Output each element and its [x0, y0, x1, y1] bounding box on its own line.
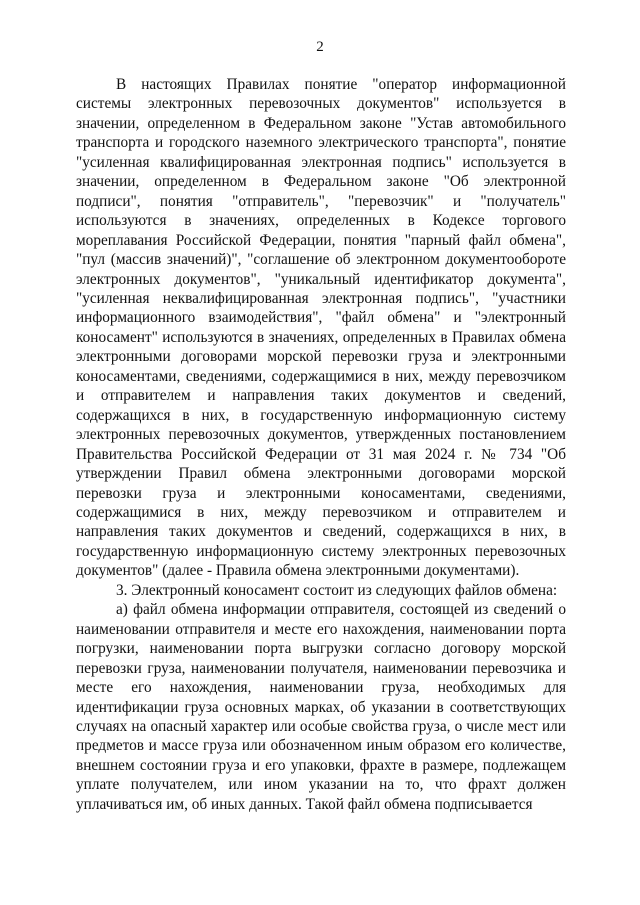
page-number: 2 — [316, 39, 324, 55]
paragraph-definitions: В настоящих Правилах понятие "оператор информационной системы электронных перевозочных документов" используется в значении, определенном в Федеральном законе "Устав автомобильного транспорта и городского наземного электрического транспорта", понятие "усиленная квалифицированная электронная подпись" используется в значении, определенном в Федеральном законе "Об электронной подписи", понятия "отправитель", "перевозчик" и "получатель" используются в значениях, определенных в Кодексе торгового мореплавания Российской Федерации, понятия "парный файл обмена", "пул (массив значений)", "соглашение об электронном документообороте электронных документов", "уникальный идентификатор документа", "усиленная неквалифицированная электронная подпись", "участники информационного взаимодействия", "файл обмена" и "электронный коносамент" используются в значениях, определенных в Правилах обмена электронными договорами морской перевозки груза и электронными коносаментами, сведениями, содержащимися в них, между перевозчиком и отправителем и направления таких документов и сведений, содержащихся в них, в государственную информационную систему электронных перевозочных документов, утвержденных постановлением Правительства Российской Федерации от 31 мая 2024 г. № 734 "Об утверждении Правил обмена электронными договорами морской перевозки груза и электронными коносаментами, сведениями, содержащимися в них, между перевозчиком и отправителем и направления таких документов и сведений, содержащихся в них, в государственную информационную систему электронных перевозочных документов" (далее - Правила обмена электронными документами). — [76, 76, 566, 580]
paragraph-item-3: 3. Электронный коносамент состоит из следующих файлов обмена: — [116, 581, 558, 599]
paragraph-subitem-a: а) файл обмена информации отправителя, состоящей из сведений о наименовании отправителя и месте его нахождения, наименовании порта погрузки, наименовании порта выгрузки согласно договору морской перевозки груза, наименовании получателя, наименовании перевозчика и месте его нахождения, наименовании груза, необходимых для идентификации груза основных марках, об указании в соответствующих случаях на опасный характер или особые свойства груза, о числе мест или предметов и массе груза или обозначенном иным образом его количестве, внешнем состоянии груза и его упаковки, фрахте в размере, подлежащем уплате получателем, или ином указании на то, что фрахт должен уплачиваться им, об иных данных. Такой файл обмена подписывается — [76, 601, 566, 813]
document-body — [76, 75, 566, 814]
